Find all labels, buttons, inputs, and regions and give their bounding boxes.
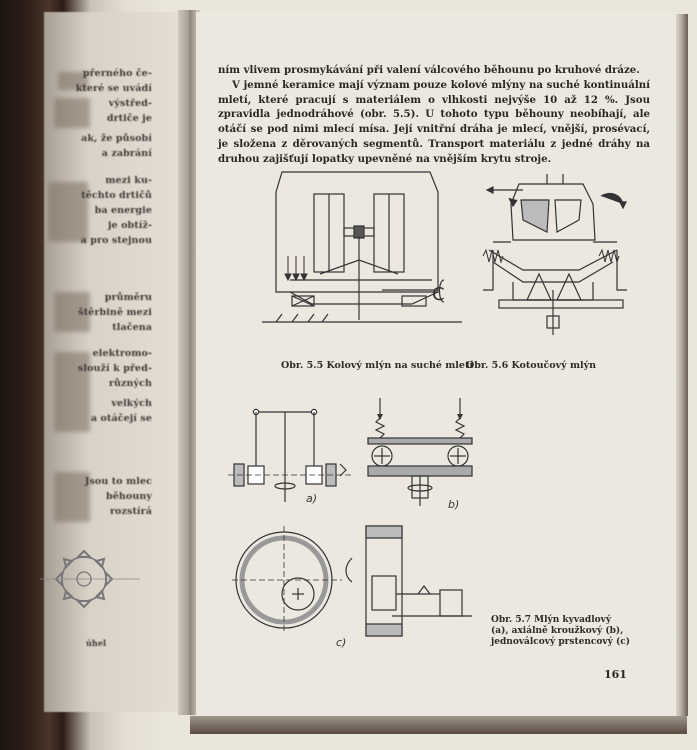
fig-label-c: c) bbox=[336, 636, 347, 649]
svg-text:C: C bbox=[432, 284, 445, 305]
fig-label-a: a) bbox=[306, 492, 318, 505]
left-page-line: ba energie bbox=[94, 205, 152, 216]
left-page-line: je obtíž- bbox=[107, 220, 152, 231]
figure-5-7c-ring-roller-mill bbox=[232, 520, 482, 660]
left-page-line: a otáčejí se bbox=[90, 413, 152, 424]
paragraph-2: V jemné keramice mají význam pouze kolové mlýny na suché kontinuální mletí, které pracují s materiálem o vlhkosti nejvýše 10 až 12 %. Jsou zpravidla jednodráhové (obr. 5.5). U tohoto typu běhouny neobíhají, ale otáčí se pod nimi mlecí mísa. Její vnitřní dráha je mlecí, vnější, prosévací, je složena z děrovaných segmentů. Transport materiálu z jedné dráhy na druhou zajišťují lopatky upevněné na vnějším krytu stroje. bbox=[218, 78, 650, 165]
left-page-line: elektromo- bbox=[92, 348, 152, 359]
left-page-line: slouží k před- bbox=[77, 363, 152, 374]
left-page-line: těchto drtičů bbox=[81, 190, 152, 201]
caption-fig-5-7-line: Obr. 5.7 Mlýn kyvadlový bbox=[491, 615, 612, 625]
left-page-line: které se uvádí bbox=[75, 83, 152, 94]
paragraph-1: ním vlivem prosmykávání při valení válcového běhounu po kruhové dráze. bbox=[218, 64, 640, 76]
left-page-line: tlačena bbox=[112, 322, 152, 333]
left-page-line: a zabrání bbox=[101, 148, 152, 159]
left-page-line: a pro stejnou bbox=[80, 235, 152, 246]
figure-5-7b-axial-ring-mill bbox=[368, 398, 488, 518]
caption-fig-5-7-line: (a), axiálně kroužkový (b), bbox=[491, 626, 624, 636]
book-bottom-edge bbox=[190, 716, 687, 734]
gear-illustration bbox=[40, 545, 150, 615]
figure-5-7a-pendulum-mill bbox=[228, 406, 358, 506]
left-page-line: rozstírá bbox=[109, 506, 152, 517]
left-page-footer: úhel bbox=[86, 638, 107, 648]
caption-fig-5-7 bbox=[491, 615, 630, 648]
caption-fig-5-6: Obr. 5.6 Kotoučový mlýn bbox=[466, 360, 597, 371]
left-page-line: Jsou to mlec bbox=[84, 476, 152, 487]
left-page-line: mezi ku- bbox=[105, 175, 152, 186]
page-number: 161 bbox=[604, 668, 627, 681]
fig-label-b: b) bbox=[448, 498, 460, 511]
left-page-line: štěrbině mezi bbox=[78, 307, 152, 318]
left-page-line: běhouny bbox=[106, 491, 152, 502]
left-page-line: přerného če- bbox=[82, 68, 152, 79]
left-page-line: průměru bbox=[104, 292, 152, 303]
caption-fig-5-5: Obr. 5.5 Kolový mlýn na suché mletí bbox=[281, 360, 473, 371]
caption-fig-5-7-line: jednoválcový prstencový (c) bbox=[491, 637, 630, 647]
left-page-line: výstřed- bbox=[108, 98, 152, 109]
body-text bbox=[218, 63, 650, 167]
left-page-line: různých bbox=[108, 378, 152, 389]
left-page-line: ak, že působí bbox=[81, 133, 152, 144]
left-page-line: drtiče je bbox=[106, 113, 152, 124]
page-edges bbox=[676, 14, 688, 716]
figure-5-5-wheel-mill bbox=[262, 172, 462, 332]
figure-5-6-disc-mill bbox=[483, 170, 633, 335]
left-page-line: velkých bbox=[111, 398, 152, 409]
